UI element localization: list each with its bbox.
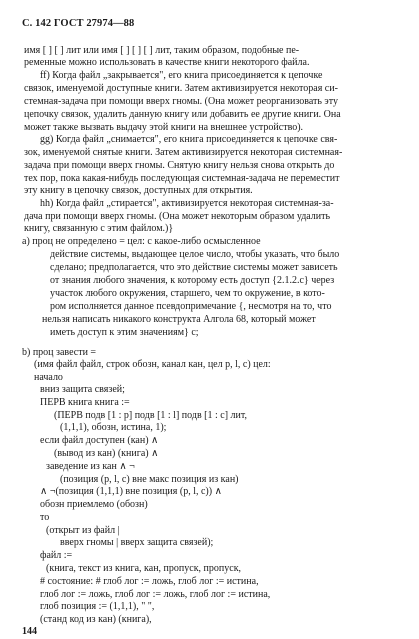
code-line: ПЕРВ книга книга := <box>40 397 130 408</box>
text-line: gg) Когда файл „снимается", его книга присоединяется к цепочке свя- <box>40 134 338 145</box>
code-line: вниз защита связей; <box>40 384 125 395</box>
code-line: если файл доступен (кан) ∧ <box>40 435 159 446</box>
text-line: цепочку связок, удалить данную книгу или добавить ее другие книги. Она <box>24 109 341 120</box>
code-line: глоб лог := ложь, глоб лог := ложь, глоб лог := истина, <box>40 589 271 600</box>
page-header: С. 142 ГОСТ 27974—88 <box>22 18 135 29</box>
code-line: глоб позиция := (1,1,1), " ", <box>40 601 155 612</box>
code-line: заведение из кан ∧ ¬ <box>46 461 135 472</box>
text-line: участок любого окружения, старшего, чем то окружение, в кото- <box>50 288 325 299</box>
code-line: (ПЕРВ подв [1 : p] подв [1 : l] подв [1 : c] лит, <box>54 410 248 421</box>
code-line: файл := <box>40 550 73 561</box>
text-line: может также вызвать выдачу этой книги на внешнее устройство). <box>24 122 304 133</box>
code-line: начало <box>34 372 63 383</box>
code-line: то <box>40 512 50 523</box>
text-line: действие системы, выдающее целое число, чтобы указать, что было <box>50 249 340 260</box>
text-line: задача при помощи вверх гномы. Снятую книгу нельзя снова открыть до <box>24 160 335 171</box>
text-line: ff) Когда файл „закрывается", его книга присоединяется к цепочке <box>40 70 323 81</box>
code-line: (имя файл файл, строк обозн, канал кан, цел p, l, c) цел: <box>34 359 271 370</box>
text-line: ременные можно использовать в качестве книги некоторого файла. <box>24 57 310 68</box>
text-line: эту книгу в цепочку связок, доступных для открытия. <box>24 185 253 196</box>
code-line: (станд код из кан) (книга), <box>40 614 152 625</box>
text-line: связок, именуемой доступные книги. Затем активизируется некоторая си- <box>24 83 338 94</box>
text-line: сделано; предполагается, что это действие системы может зависеть <box>50 262 338 273</box>
text-line: зок, именуемой снятые книги. Затем активизируется некоторая системная- <box>24 147 343 158</box>
text-line: иметь доступ к этим значениям} c; <box>50 327 199 338</box>
text-line: a) проц не определено = цел: с какое-либо осмысленное <box>22 236 261 247</box>
text-line: тех пор, пока какая-нибудь последующая системная-задача не переместит <box>24 173 340 184</box>
text-line: имя [ ] [ ] лит или имя [ ] [ ] [ ] лит, таким образом, подобные пе- <box>24 45 300 56</box>
text-line: нельзя написать никакого конструкта Алгола 68, который может <box>42 314 316 325</box>
page-number: 144 <box>22 626 37 637</box>
code-line: ∧ ¬(позиция (1,1,1) вне позиция (p, l, c)) ∧ <box>40 486 222 497</box>
text-line: hh) Когда файл „стирается", активизируется некоторая системная-за- <box>40 198 334 209</box>
code-line: b) проц завести = <box>22 347 97 358</box>
code-line: вверх гномы | вверх защита связей); <box>60 537 214 548</box>
text-line: ром исполняется данное псевдопримечание {, несмотря на то, что <box>50 301 332 312</box>
text-line: стемная-задача при помощи вверх гномы. (Она может реорганизовать эту <box>24 96 338 107</box>
code-line: обозн приемлемо (обозн) <box>40 499 148 510</box>
code-line: (позиция (p, l, c) вне макс позиция из кан) <box>60 474 239 485</box>
code-line: (книга, текст из книга, кан, пропуск, пропуск, <box>46 563 242 574</box>
code-line: # состояние: # глоб лог := ложь, глоб лог := истина, <box>40 576 259 587</box>
text-line: книгу, связанную с этим файлом.)} <box>24 223 174 234</box>
code-line: (вывод из кан) (книга) ∧ <box>54 448 159 459</box>
code-line: (1,1,1), обозн, истина, 1); <box>60 422 167 433</box>
text-line: дача при помощи вверх гномы. (Она может некоторым образом удалить <box>24 211 331 222</box>
code-line: (открыт из файл | <box>46 525 120 536</box>
text-line: от знания любого значения, к которому есть доступ {2.1.2.c} через <box>50 275 335 286</box>
